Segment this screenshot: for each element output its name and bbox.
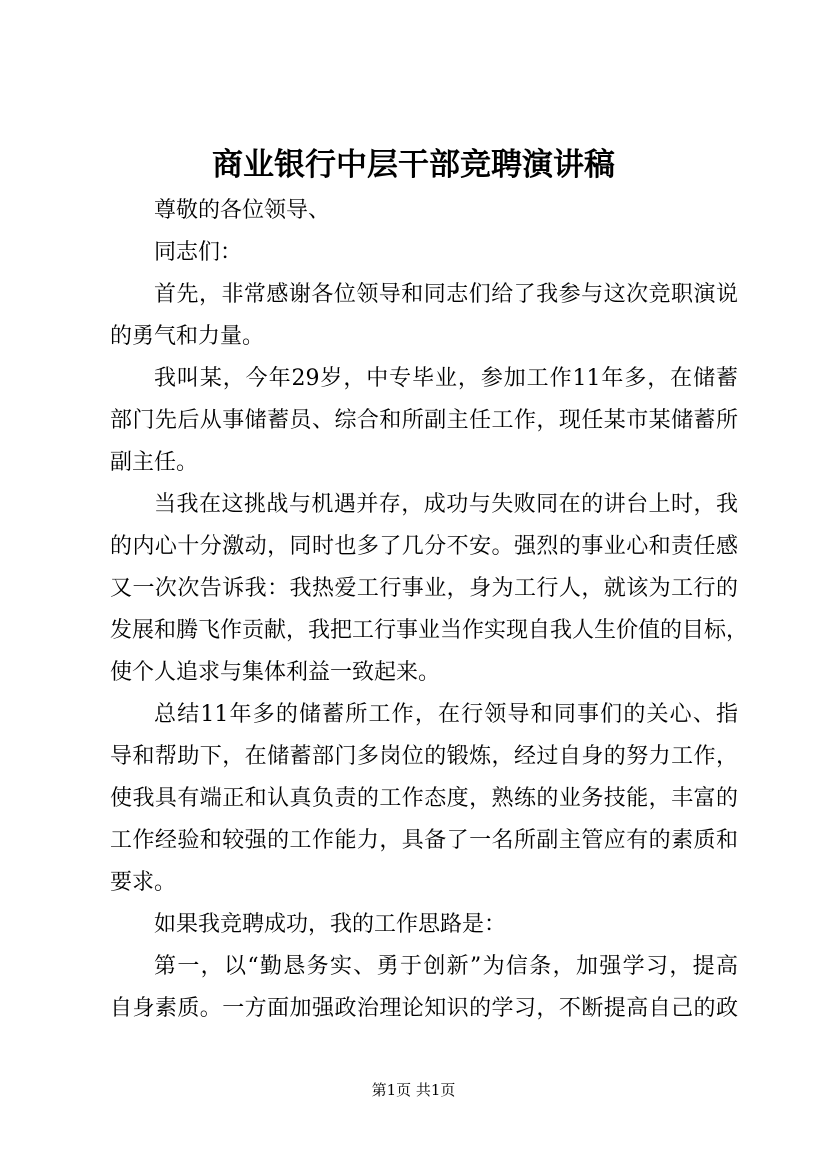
paragraph-6-line-2: 自身素质。一方面加强政治理论知识的学习，不断提高自己的政 [110,996,738,1021]
paragraph-1-line-2: 的勇气和力量。 [110,324,265,349]
document-body [110,190,749,1030]
paragraph-3-line-5: 使个人追求与集体利益一致起来。 [110,660,441,685]
paragraph-4-line-2: 导和帮助下，在储蓄部门多岗位的锻炼，经过自身的努力工作， [110,744,738,769]
document-title: 商业银行中层干部竞聘演讲稿 [212,147,615,183]
paragraph-4-line-4: 工作经验和较强的工作能力，具备了一名所副主管应有的素质和 [110,828,738,853]
paragraph-4-line-1: 总结11年多的储蓄所工作，在行领导和同事们的关心、指 [154,702,738,727]
paragraph-6-line-1: 第一，以“勤恳务实、勇于创新”为信条，加强学习，提高 [154,954,738,979]
paragraph-2-line-2: 部门先后从事储蓄员、综合和所副主任工作，现任某市某储蓄所 [110,408,738,433]
paragraph-3-line-3: 又一次次告诉我：我热爱工行事业，身为工行人，就该为工行的 [110,576,738,601]
paragraph-3-line-1: 当我在这挑战与机遇并存，成功与失败同在的讲台上时，我 [154,492,738,517]
greeting-line-2: 同志们： [154,240,243,265]
paragraph-2-line-1: 我叫某，今年29岁，中专毕业，参加工作11年多，在储蓄 [154,366,738,391]
paragraph-1-line-1: 首先，非常感谢各位领导和同志们给了我参与这次竞职演说 [154,282,738,307]
paragraph-5-line-1: 如果我竞聘成功，我的工作思路是： [154,912,507,937]
paragraph-3-line-4: 发展和腾飞作贡献，我把工行事业当作实现自我人生价值的目标， [110,618,749,643]
page-footer: 第1页 共1页 [371,1081,456,1099]
paragraph-4-line-3: 使我具有端正和认真负责的工作态度，熟练的业务技能，丰富的 [110,786,738,811]
paragraph-4-line-5: 要求。 [110,870,177,895]
paragraph-3-line-2: 的内心十分激动，同时也多了几分不安。强烈的事业心和责任感 [110,534,738,559]
paragraph-2-line-3: 副主任。 [110,450,199,475]
greeting-line-1: 尊敬的各位领导、 [154,198,331,223]
